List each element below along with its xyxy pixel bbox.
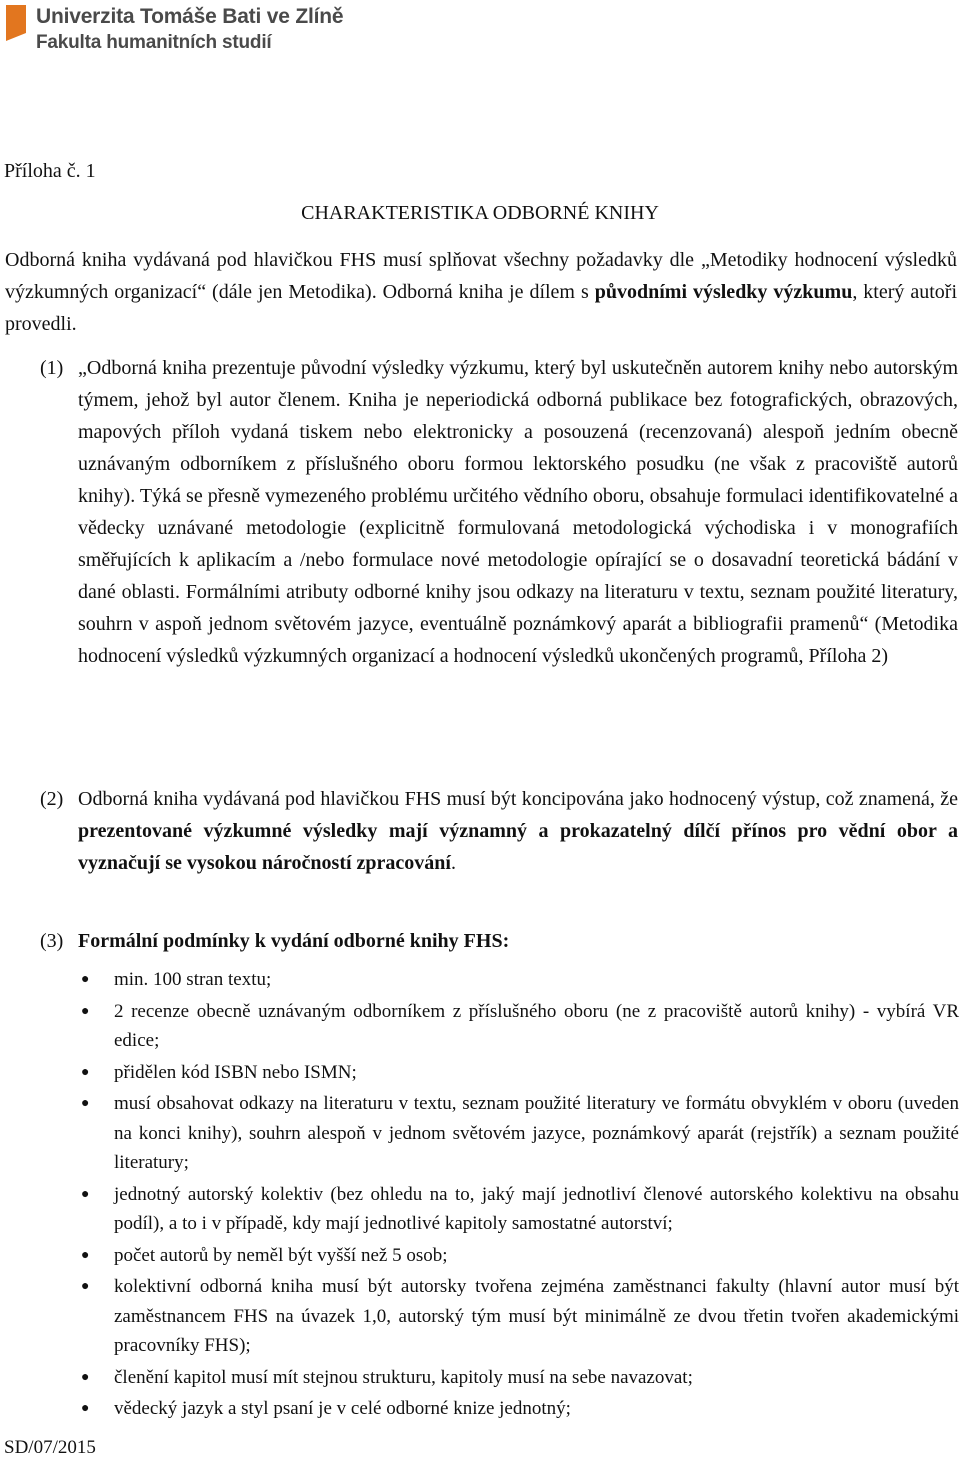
list-item — [81, 1394, 959, 1424]
list-item-text: jednotný autorský kolektiv (bez ohledu na to, jaký mají jednotliví členové autorského kolektivu na obsahu podíl), a to i v případě, kdy mají jednotlivé kapitoly samostatné autorství; — [114, 1183, 959, 1234]
intro-paragraph — [5, 244, 957, 340]
list-item-text: min. 100 stran textu; — [114, 969, 272, 990]
bullet-icon: ● — [81, 1279, 90, 1294]
section-1 — [40, 352, 958, 672]
bullet-icon: ● — [81, 1369, 90, 1385]
list-item-text: přidělen kód ISBN nebo ISMN; — [114, 1061, 357, 1083]
list-item — [81, 1363, 959, 1393]
section-3 — [40, 925, 958, 957]
list-item — [81, 997, 959, 1056]
list-item-text: kolektivní odborná kniha musí být autorsky tvořena zejména zaměstnanci fakulty (hlavní autor musí být zaměstnancem FHS na úvazek 1,0, autorský tým musí být minimálně ze dvou třetin tvořen akademickými pracovníky FHS); — [114, 1276, 959, 1356]
annex-label: Příloha č. 1 — [4, 160, 96, 182]
faculty-name: Fakulta humanitních studií — [36, 32, 272, 53]
list-item-text: členění kapitol musí mít stejnou strukturu, kapitoly musí na sebe navazovat; — [114, 1366, 693, 1388]
list-item-text: 2 recenze obecně uznávaným odborníkem z příslušného oboru (ne z pracoviště autorů knihy) - vybírá VR edice; — [114, 1000, 959, 1051]
list-item-text: počet autorů by neměl být vyšší než 5 osob; — [114, 1244, 448, 1266]
list-item — [81, 1241, 959, 1271]
list-item — [81, 1089, 959, 1178]
bullet-icon: ● — [81, 1064, 90, 1080]
intro-bold-text: původními výsledky výzkumu — [594, 281, 853, 303]
section-2-bold-text: prezentované výzkumné výsledky mají významný a prokazatelný dílčí přínos pro vědní obor a vyznačují se vysokou náročností zpracování — [78, 820, 958, 874]
bullet-icon: ● — [81, 1003, 90, 1019]
section-3-heading: Formální podmínky k vydání odborné knihy FHS: — [78, 930, 510, 952]
list-item — [81, 1180, 959, 1239]
list-item-text: musí obsahovat odkazy na literaturu v textu, seznam použité literatury ve formátu obvyklém v oboru (uveden na konci knihy), souhrn alespoň v jednom světovém jazyce, poznámkový aparát (rejstřík) a seznam použité literatury; — [114, 1093, 959, 1173]
bullet-icon: ● — [81, 1186, 90, 1202]
university-logo-icon — [6, 5, 26, 41]
document-code: SD/07/2015 — [4, 1437, 96, 1458]
section-2-number: (2) — [40, 788, 64, 810]
section-2 — [40, 783, 958, 879]
section-1-text: „Odborná kniha prezentuje původní výsledky výzkumu, který byl uskutečněn autorem knihy nebo autorským týmem, jehož byl autor členem. Kniha je neperiodická odborná publikace bez fotografických, obrazových, mapových příloh vydaná tiskem nebo elektronicky a posouzená (recenzovaná) alespoň jedním obecně uznávaným odborníkem z příslušného oboru formou lektorského posudku (ne však z pracoviště autorů knihy). Týká se přesně vymezeného problému určitého vědního oboru, obsahuje formulaci identifikovatelné a vědecky uznávané metodologie (explicitně formulovaná metodologická východiska i v monografiích směřujících k aplikacím a /nebo formulace nové metodologie opírající se o dosavadní teoretická bádání v dané oblasti. Formálními atributy odborné knihy jsou odkazy na literaturu v textu, seznam použité literatury, souhrn v aspoň jednom světovém jazyce, eventuálně poznámkový aparát a bibliografii pramenů“ (Metodika hodnocení výsledků výzkumných organizací a hodnocení výsledků ukončených programů, Příloha 2) — [78, 357, 958, 667]
bullet-icon: ● — [81, 972, 90, 987]
list-item — [81, 965, 959, 995]
section-2-text-1: Odborná kniha vydávaná pod hlavičkou FHS musí být koncipována jako hodnocený výstup, což znamená, že — [78, 788, 958, 810]
intro-text-1: Odborná kniha vydávaná pod hlavičkou FHS musí splňovat všechny požadavky dle „Metodiky hodnocení výsledků výzkumných organizací“ (dále jen Metodika). Odborná kniha je dílem s — [5, 249, 957, 303]
list-item — [81, 1058, 959, 1088]
section-3-number: (3) — [40, 930, 64, 952]
conditions-list — [81, 965, 959, 1424]
university-name: Univerzita Tomáše Bati ve Zlíně — [36, 5, 344, 28]
list-item — [81, 1272, 959, 1361]
list-item-text: vědecký jazyk a styl psaní je v celé odborné knize jednotný; — [114, 1398, 571, 1419]
bullet-icon: ● — [81, 1096, 90, 1111]
bullet-icon: ● — [81, 1401, 90, 1416]
document-title: CHARAKTERISTIKA ODBORNÉ KNIHY — [301, 202, 659, 224]
bullet-icon: ● — [81, 1247, 90, 1263]
section-2-text-2: . — [450, 852, 456, 874]
header-text — [36, 4, 343, 52]
document-header — [6, 4, 343, 52]
intro-text-2: , který autoři provedli. — [5, 281, 958, 335]
section-1-number: (1) — [40, 357, 64, 379]
